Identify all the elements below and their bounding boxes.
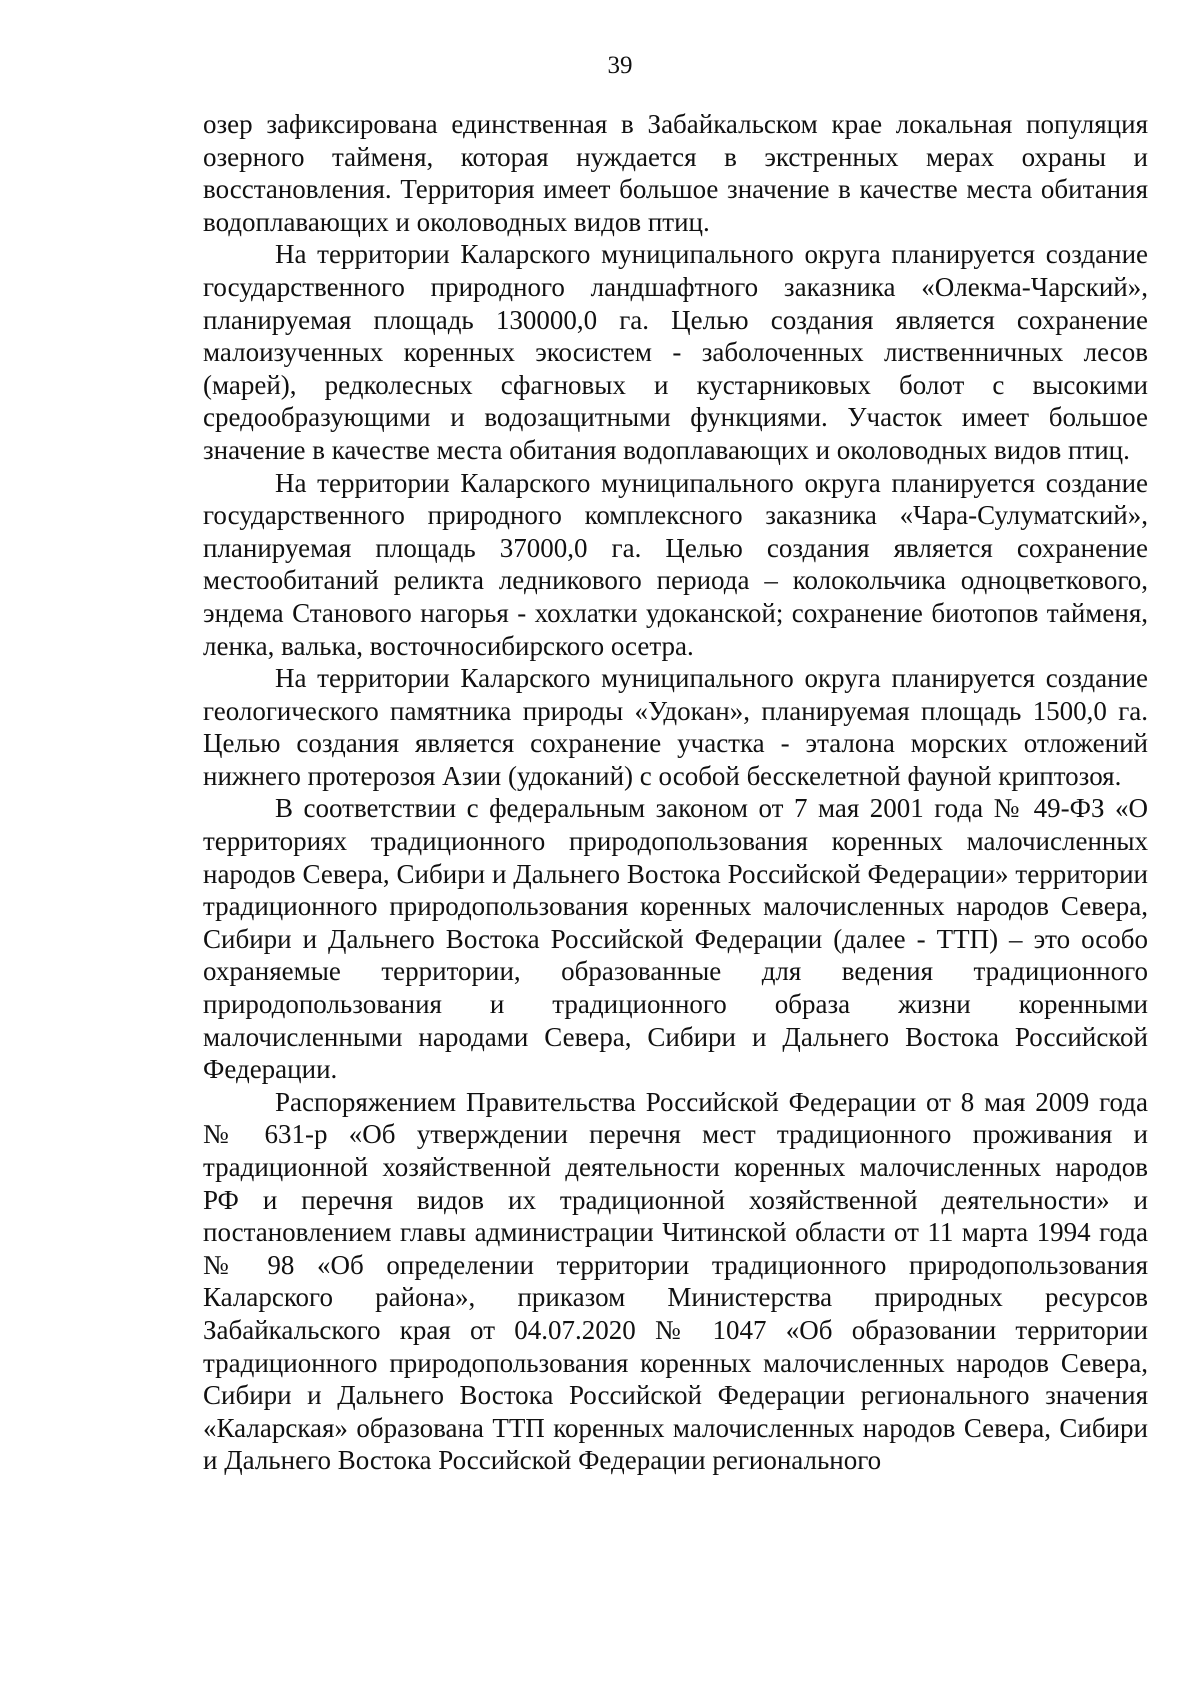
document-body (203, 108, 1148, 1477)
paragraph-federal-law-ttp: В соответствии с федеральным законом от 7 мая 2001 года № 49-ФЗ «О территориях традиционного природопользования коренных малочисленных народов Севера, Сибири и Дальнего Востока Российской Федерации» территории традиционного природопользования коренных малочисленных народов Севера, Сибири и Дальнего Востока Российской Федерации (далее - ТТП) – это особо охраняемые территории, образованные для ведения традиционного природопользования и традиционного образа жизни коренными малочисленными народами Севера, Сибири и Дальнего Востока Российской Федерации. (203, 793, 1148, 1085)
paragraph-government-order-ttp: Распоряжением Правительства Российской Федерации от 8 мая 2009 года № 631-р «Об утверждении перечня мест традиционного проживания и традиционной хозяйственной деятельности коренных малочисленных народов РФ и перечня видов их традиционной хозяйственной деятельности» и постановлением главы администрации Читинской области от 11 марта 1994 года № 98 «Об определении территории традиционного природопользования Каларского района», приказом Министерства природных ресурсов Забайкальского края от 04.07.2020 № 1047 «Об образовании территории традиционного природопользования коренных малочисленных народов Севера, Сибири и Дальнего Востока Российской Федерации регионального значения «Каларская» образована ТТП коренных малочисленных народов Севера, Сибири и Дальнего Востока Российской Федерации регионального (203, 1086, 1148, 1476)
paragraph-chara-sulumatsky-reserve: На территории Каларского муниципального округа планируется создание государственного природного комплексного заказника «Чара-Сулуматский», планируемая площадь 37000,0 га. Целью создания является сохранение местообитаний реликта ледникового периода – колокольчика одноцветкового, эндема Станового нагорья - хохлатки удоканской; сохранение биотопов тайменя, ленка, валька, восточносибирского осетра. (203, 467, 1148, 661)
paragraph-udokan-monument: На территории Каларского муниципального округа планируется создание геологического памятника природы «Удокан», планируемая площадь 1500,0 га. Целью создания является сохранение участка - эталона морских отложений нижнего протерозоя Азии (удоканий) с особой бесскелетной фауной криптозоя. (203, 663, 1148, 791)
page-number: 39 (607, 52, 633, 79)
paragraph-olekma-charsky-reserve: На территории Каларского муниципального округа планируется создание государственного природного ландшафтного заказника «Олекма-Чарский», планируемая площадь 130000,0 га. Целью создания является сохранение малоизученных коренных экосистем - заболоченных лиственничных лесов (марей), редколесных сфагновых и кустарниковых болот с высокими средообразующими и водозащитными функциями. Участок имеет большое значение в качестве места обитания водоплавающих и околоводных видов птиц. (203, 239, 1148, 465)
paragraph-lake-taimen: озер зафиксирована единственная в Забайкальском крае локальная популяция озерного тайменя, которая нуждается в экстренных мерах охраны и восстановления. Территория имеет большое значение в качестве места обитания водоплавающих и околоводных видов птиц. (203, 109, 1148, 237)
